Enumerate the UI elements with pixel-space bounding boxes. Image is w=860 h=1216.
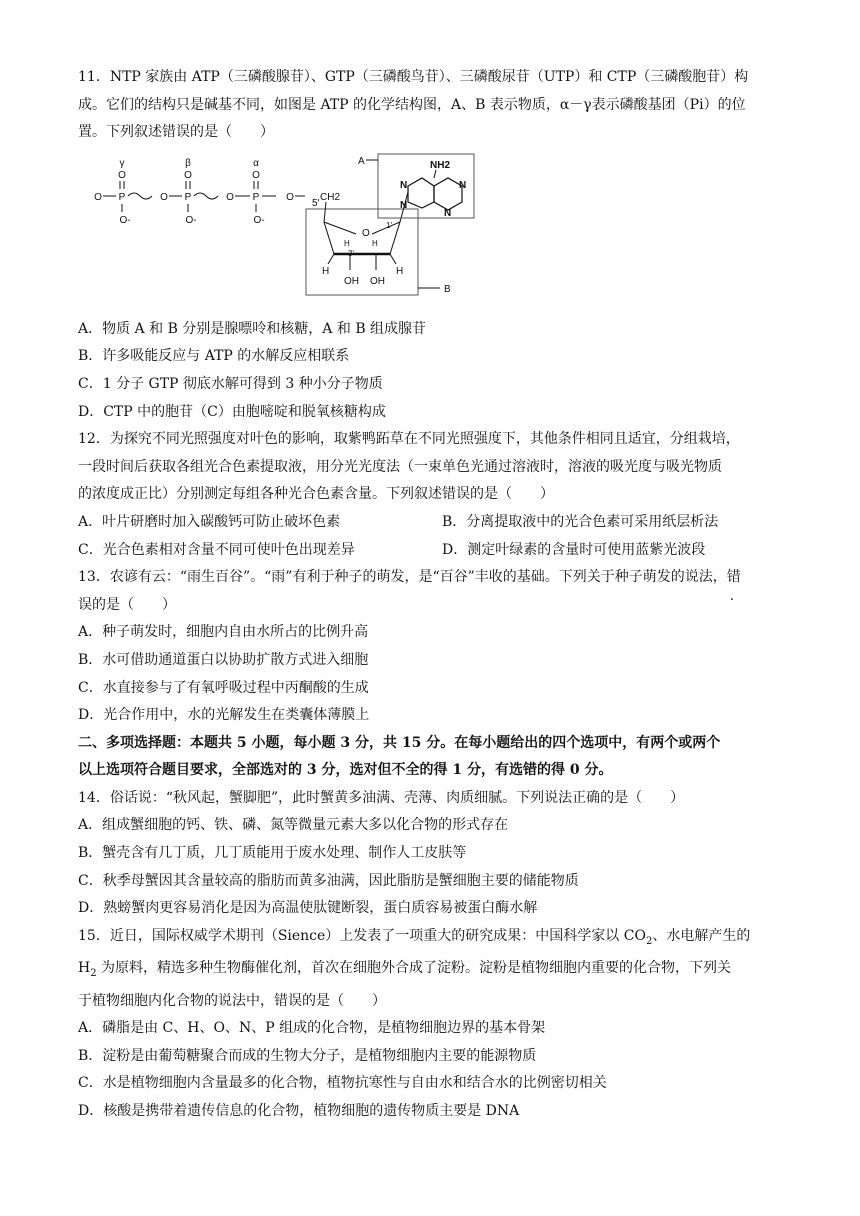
oxygen-atom: O <box>118 169 126 181</box>
c5-label: 5' <box>312 197 320 209</box>
q14-option-c: C．秋季母蟹因其含量较高的脂肪而黄多油满，因此脂肪是蟹细胞主要的储能物质 <box>78 872 579 889</box>
q11-option-b: B．许多吸能反应与 ATP 的水解反应相联系 <box>78 348 350 365</box>
q15-option-c: C．水是植物细胞内含量最多的化合物，植物抗寒性与自由水和结合水的比例密切相关 <box>78 1075 607 1092</box>
q15-option-d: D．核酸是携带着遗传信息的化合物，植物细胞的遗传物质主要是 DNA <box>78 1103 520 1119</box>
q12-options-row-1 <box>78 509 790 537</box>
q13-stem-text-2: 的是（ ） <box>92 596 176 613</box>
q13-emphasis-cuo: 错 <box>726 569 741 586</box>
q13-stem-line-2 <box>78 592 790 620</box>
q12-option-b: B．分离提取液中的光合色素可采用纸层析法 <box>442 513 719 530</box>
oxygen-atom: O <box>252 169 260 181</box>
beta-label: β <box>185 157 191 169</box>
oxygen-atom: O <box>286 191 294 203</box>
oh-group: OH <box>370 275 385 287</box>
nh2-label: NH2 <box>430 159 451 171</box>
q12-stem-line-3: 的浓度成正比）分别测定每组各种光合色素含量。下列叙述错误的是（ ） <box>78 486 554 503</box>
exam-page <box>78 64 790 1126</box>
phosphorus-atom: P <box>252 191 260 203</box>
c3-label: 3' <box>348 248 354 258</box>
q11-stem-line-1: 11．NTP 家族由 ATP（三磷酸腺苷）、GTP（三磷酸鸟苷）、三磷酸尿苷（UTP）和 CTP（三磷酸胞苷）构 <box>78 69 749 85</box>
q15-co2-subscript: 2 <box>645 935 653 947</box>
c1-label: 1' <box>386 220 392 230</box>
q12-stem-line-1: 12．为探究不同光照强度对叶色的影响，取紫鸭跖草在不同光照强度下，其他条件相同且适宜，分组栽培， <box>78 431 740 448</box>
phosphate-chain <box>94 158 305 226</box>
q11-option-d: D．CTP 中的胞苷（C）由胞嘧啶和脱氧核糖构成 <box>78 403 386 420</box>
n-atom: N <box>400 199 408 211</box>
alpha-label: α <box>253 157 259 169</box>
oxygen-atom: O <box>184 169 192 181</box>
o-minus: O- <box>253 214 265 226</box>
ring-oxygen: O <box>362 227 370 239</box>
n-atom: N <box>400 179 408 191</box>
h-atom: H <box>322 265 330 277</box>
oxygen-atom: O <box>226 191 234 203</box>
section2-heading-line-2: 以上选项符合题目要求，全部选对的 3 分，选对但不全的得 1 分，有选错的得 0 分。 <box>78 762 613 779</box>
q13-option-a: A．种子萌发时，细胞内自由水所占的比例升高 <box>78 624 369 641</box>
h-atom: H <box>344 238 350 248</box>
q15-stem-line-3: 于植物细胞内化合物的说法中，错误的是（ ） <box>78 992 386 1009</box>
oxygen-atom: O <box>94 191 102 203</box>
q15-text-2a: H <box>78 960 91 977</box>
h-atom: H <box>372 238 378 248</box>
q15-option-a: A．磷脂是由 C、H、O、N、P 组成的化合物，是植物细胞边界的基本骨架 <box>78 1020 546 1037</box>
q11-option-c: C．1 分子 GTP 彻底水解可得到 3 种小分子物质 <box>78 375 383 392</box>
q12-stem-line-2: 一段时间后获取各组光合色素提取液，用分光光度法（一束单色光通过溶液时，溶液的吸光度与吸光物质 <box>78 458 722 475</box>
q15-stem-line-1 <box>78 923 790 955</box>
q14-option-b: B．蟹壳含有几丁质，几丁质能用于废水处理、制作人工皮肤等 <box>78 845 467 862</box>
gamma-label: γ <box>119 157 125 169</box>
o-minus: O- <box>185 214 197 226</box>
q15-text-1a: 15．近日，国际权威学术期刊（Sience）上发表了一项重大的研究成果：中国科学家以 CO <box>78 927 646 944</box>
q12-options-row-2 <box>78 537 790 565</box>
q13-emphasis-wu: 误 <box>78 596 92 613</box>
oxygen-atom: O <box>160 191 168 203</box>
ch2-label: CH2 <box>320 191 341 203</box>
q11-stem-line-3: 置。下列叙述错误的是（ ） <box>78 124 274 141</box>
q15-stem-line-2 <box>78 955 790 987</box>
q15-text-1b: 、水电解产生的 <box>652 927 751 944</box>
q15-text-2b: 为原料，精选多种生物酶催化剂，首次在细胞外合成了淀粉。淀粉是植物细胞内重要的化合物，下列关 <box>96 960 732 977</box>
label-b: B <box>444 283 451 295</box>
section2-heading-line-1: 二、多项选择题：本题共 5 小题，每小题 3 分，共 15 分。在每小题给出的四个选项中，有两个或两个 <box>78 734 721 751</box>
q13-option-c: C．水直接参与了有氧呼吸过程中丙酮酸的生成 <box>78 679 369 696</box>
q13-stem-line-1 <box>78 564 790 592</box>
q15-h2-subscript: 2 <box>90 968 97 980</box>
q12-option-a: A．叶片研磨时加入碳酸钙可防止破坏色素 <box>78 513 341 530</box>
q11-option-a: A．物质 A 和 B 分别是腺嘌呤和核糖，A 和 B 组成腺苷 <box>78 320 427 337</box>
atp-structure-figure <box>78 150 790 312</box>
q13-option-d: D．光合作用中，水的光解发生在类囊体薄膜上 <box>78 707 370 724</box>
q12-option-c: C．光合色素相对含量不同可使叶色出现差异 <box>78 541 355 558</box>
h-atom: H <box>396 265 404 277</box>
n-atom: N <box>459 179 467 191</box>
q14-stem: 14．俗话说：“秋风起，蟹脚肥”，此时蟹黄多油满、壳薄、肉质细腻。下列说法正确的是（ ） <box>78 789 685 806</box>
q11-stem-line-2: 成。它们的结构只是碱基不同，如图是 ATP 的化学结构图，A、B 表示物质，α－γ表示磷酸基团（Pi）的位 <box>78 96 746 113</box>
q13-stem-text: 13．农谚有云：“雨生百谷”。“雨”有利于种子的萌发，是“百谷”丰收的基础。下列关于种子萌发的说法， <box>78 569 727 586</box>
q14-option-d: D．熟螃蟹肉更容易消化是因为高温使肽键断裂，蛋白质容易被蛋白酶水解 <box>78 900 538 917</box>
q14-option-a: A．组成蟹细胞的钙、铁、磷、氮等微量元素大多以化合物的形式存在 <box>78 817 509 834</box>
q12-option-d: D．测定叶绿素的含量时可使用蓝紫光波段 <box>442 541 706 558</box>
oh-group: OH <box>344 275 359 287</box>
phosphorus-atom: P <box>184 191 192 203</box>
phosphorus-atom: P <box>118 191 126 203</box>
q15-option-b: B．淀粉是由葡萄糖聚合而成的生物大分子，是植物细胞内主要的能源物质 <box>78 1047 537 1064</box>
o-minus: O- <box>119 214 131 226</box>
n-atom: N <box>444 207 452 219</box>
q13-option-b: B．水可借助通道蛋白以协助扩散方式进入细胞 <box>78 651 369 668</box>
label-a: A <box>358 155 365 167</box>
